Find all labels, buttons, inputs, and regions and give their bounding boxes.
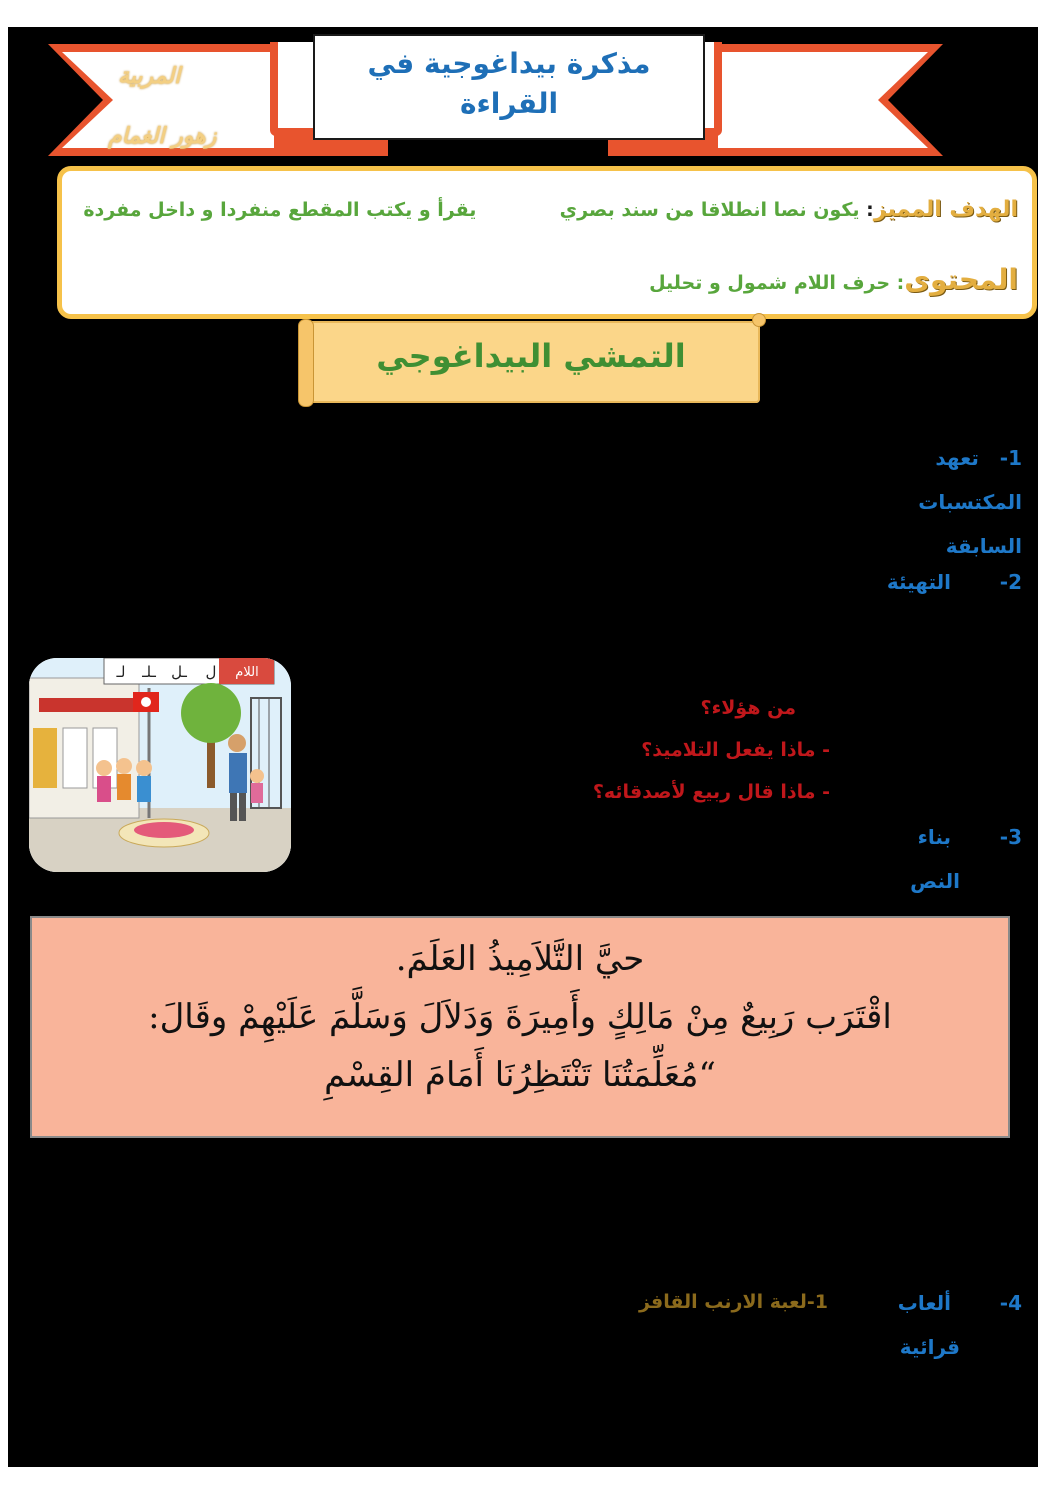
step-3 — [862, 815, 1022, 903]
step-4 — [862, 1281, 1022, 1369]
step-2-number: 2- — [999, 570, 1022, 594]
title-line-2: القراءة — [459, 87, 559, 120]
step-1-number: 1- — [999, 446, 1022, 470]
step-3-number: 3- — [999, 825, 1022, 849]
reading-text-box — [30, 916, 1010, 1138]
section-heading: التمشي البيداغوجي — [376, 337, 686, 375]
teacher-name: زهور الغمام — [108, 124, 217, 149]
game-item-1: 1-لعبة الارنب القافز — [638, 1291, 828, 1313]
question-1: من هؤلاء؟ — [700, 697, 796, 719]
section-scroll — [302, 321, 760, 403]
content-line: المحتوى: حرف اللام شمول و تحليل — [649, 263, 1018, 296]
question-2: - ماذا يفعل التلاميذ؟ — [641, 739, 830, 761]
step-3-title: بناء — [917, 825, 952, 849]
step-1-title: تعهد — [935, 446, 979, 470]
title-line-1: مذكرة بيداغوجية في — [367, 47, 651, 80]
text-line-1: حيَّ التَّلاَمِيذُ العَلَمَ. — [395, 939, 645, 979]
step-4-title: ألعاب — [897, 1291, 952, 1315]
text-line-3: “مُعَلِّمَتُنَا تَنْتَظِرُنَا أَمَامَ القِسْمِ — [324, 1055, 716, 1095]
objective-line: الهدف المميز: يكون نصا انطلاقا من سند بصري يقرأ و يكتب المقطع منفردا و داخل مفردة — [83, 197, 1018, 222]
step-1-line-3: السابقة — [945, 534, 1022, 558]
objective-box — [57, 166, 1037, 319]
step-2 — [822, 560, 1022, 604]
content-label: المحتوى — [904, 263, 1018, 296]
illustration-letter-4: لـ — [116, 663, 126, 681]
objective-text-1: يكون نصا انطلاقا من سند بصري — [559, 199, 860, 221]
objective-text-2: يقرأ و يكتب المقطع منفردا و داخل مفردة — [83, 199, 477, 221]
step-4-line-2: قرائية — [899, 1335, 960, 1359]
text-line-2: اقْتَرَب رَبِيعٌ مِنْ مَالِكٍ وأَمِيرَةَ وَدَلاَلَ وَسَلَّمَ عَلَيْهِمْ وقَالَ: — [148, 997, 892, 1037]
question-3: - ماذا قال ربيع لأصدقائه؟ — [592, 781, 830, 803]
teacher-label: المربية — [118, 64, 181, 89]
step-2-title: التهيئة — [886, 570, 952, 594]
step-1 — [892, 436, 1022, 568]
step-4-number: 4- — [999, 1291, 1022, 1315]
title-box — [313, 34, 705, 140]
illustration-letter-1: ل — [205, 663, 217, 681]
school-illustration — [29, 658, 291, 872]
content-text: حرف اللام شمول و تحليل — [649, 272, 891, 294]
objective-label: الهدف المميز — [873, 197, 1018, 222]
illustration-letter-2: ـل — [171, 663, 187, 681]
illustration-letter-3: ـلـ — [142, 663, 156, 681]
illustration-banner-label: اللام — [235, 665, 259, 680]
step-3-line-2: النص — [910, 869, 960, 893]
step-1-line-2: المكتسبات — [918, 490, 1022, 514]
